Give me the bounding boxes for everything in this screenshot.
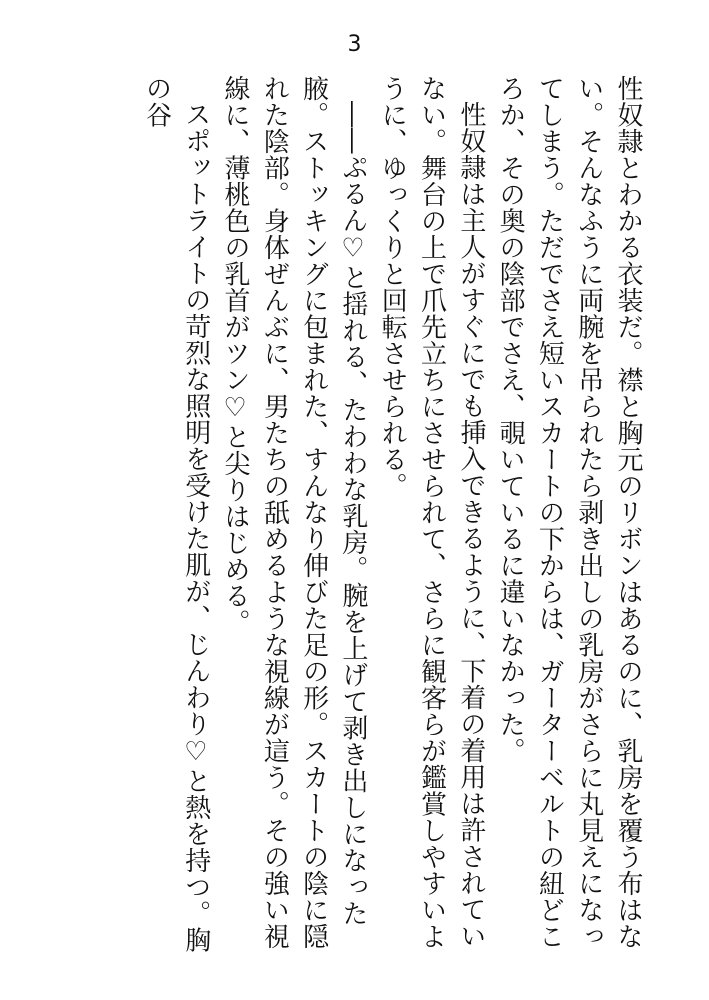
body-text bbox=[47, 75, 647, 975]
paragraph-4: スポットライトの苛烈な照明を受けた肌が、じんわり♡と熱を持つ。胸の谷 bbox=[141, 75, 211, 953]
paragraph-3: ――ぷるん♡と揺れる、たわわな乳房。腕を上げて剥き出しになった腋。ストッキングに包まれた、すんなり伸びた足の形。スカートの陰に隠れた陰部。身体ぜんぶに、男たちの舐めるような視線が這う。その強い視線に、薄桃色の乳首がツン♡と尖りはじめる。 bbox=[220, 75, 368, 950]
page-number: 3 bbox=[347, 32, 362, 57]
paragraph-1: 性奴隷とわかる衣装だ。襟と胸元のリボンはあるのに、乳房を覆う布はない。そんなふうに両腕を吊られたら剥き出しの乳房がさらに丸見えになってしまう。ただでさえ短いスカートの下からは、ガーターベルトの紐どころか、その奥の陰部でさえ、覗いているに違いなかった。 bbox=[495, 75, 643, 950]
paragraph-2: 性奴隷は主人がすぐにでも挿入できるように、下着の着用は許されていない。舞台の上で爪先立ちにさせられて、さらに観客らが鑑賞しやすいように、ゆっくりと回転させられる。 bbox=[377, 75, 486, 950]
